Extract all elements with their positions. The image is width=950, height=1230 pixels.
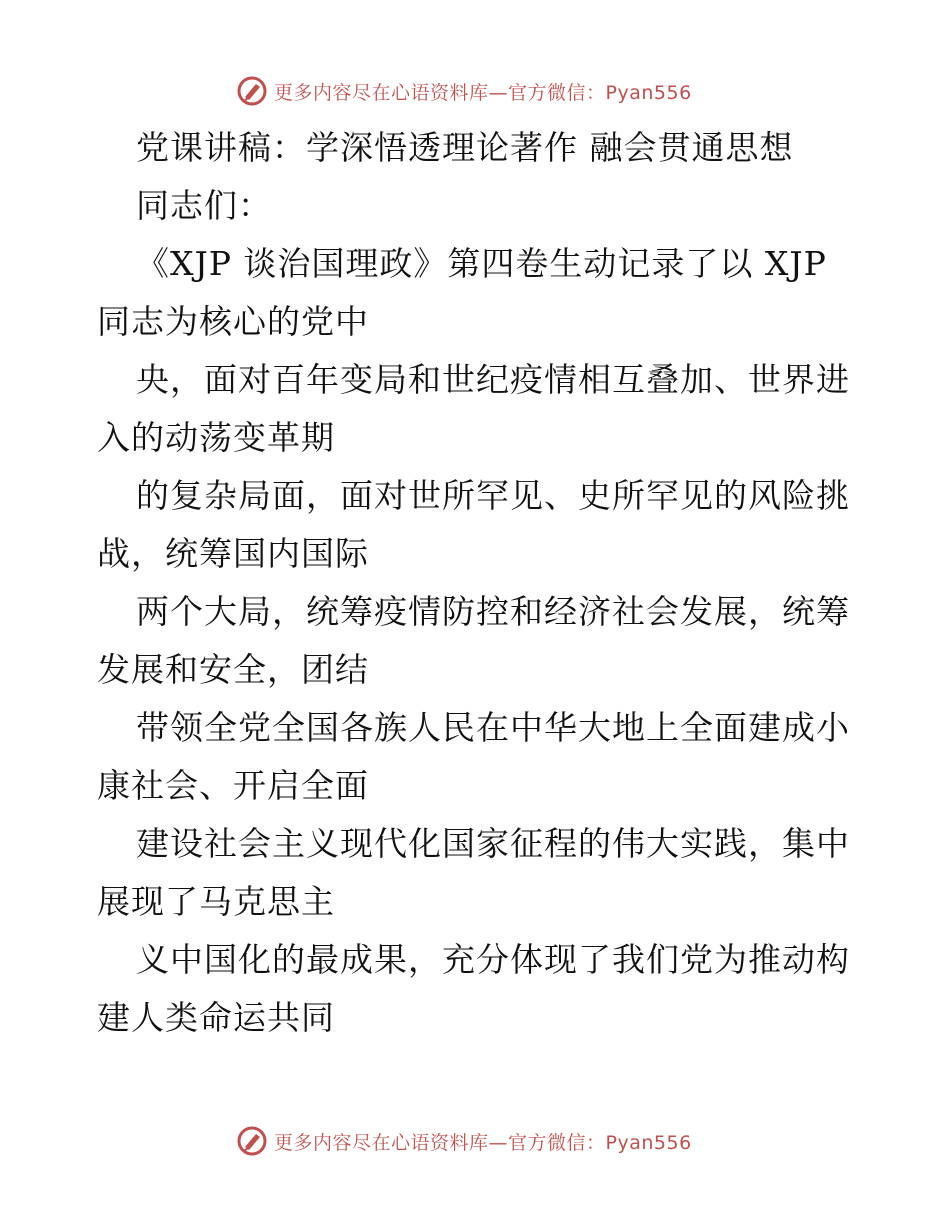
- paragraph-line: 两个大局，统筹疫情防控和经济社会发展，统筹: [136, 592, 850, 631]
- watermark-header: [236, 76, 692, 106]
- paragraph-line: 带领全党全国各族人民在中华大地上全面建成小: [136, 708, 850, 747]
- watermark-text: 更多内容尽在心语资料库—官方微信：Pyan556: [274, 1131, 692, 1154]
- paragraph-line: 央，面对百年变局和世纪疫情相互叠加、世界进: [136, 360, 850, 399]
- paragraph-line: 发展和安全，团结: [97, 650, 369, 689]
- pen-logo-icon: [236, 1125, 268, 1157]
- document-title: 党课讲稿：学深悟透理论著作 融会贯通思想: [136, 128, 794, 167]
- paragraph-line: 战，统筹国内国际: [97, 534, 369, 573]
- paragraph-line: 建人类命运共同: [97, 998, 335, 1037]
- pen-logo-icon: [236, 75, 268, 107]
- paragraph-line: 义中国化的最成果，充分体现了我们党为推动构: [136, 940, 850, 979]
- paragraph-line: 的复杂局面，面对世所罕见、史所罕见的风险挑: [136, 476, 850, 515]
- paragraph-line: 展现了马克思主: [97, 882, 335, 921]
- paragraph-line: 建设社会主义现代化国家征程的伟大实践，集中: [136, 824, 850, 863]
- paragraph-line: 同志为核心的党中: [97, 302, 369, 341]
- salutation: 同志们：: [136, 186, 272, 225]
- watermark-text: 更多内容尽在心语资料库—官方微信：Pyan556: [274, 81, 692, 104]
- watermark-footer: [236, 1126, 692, 1156]
- paragraph-line: 康社会、开启全面: [97, 766, 369, 805]
- paragraph-line: 《XJP 谈治国理政》第四卷生动记录了以 XJP: [136, 244, 827, 283]
- paragraph-line: 入的动荡变革期: [97, 418, 335, 457]
